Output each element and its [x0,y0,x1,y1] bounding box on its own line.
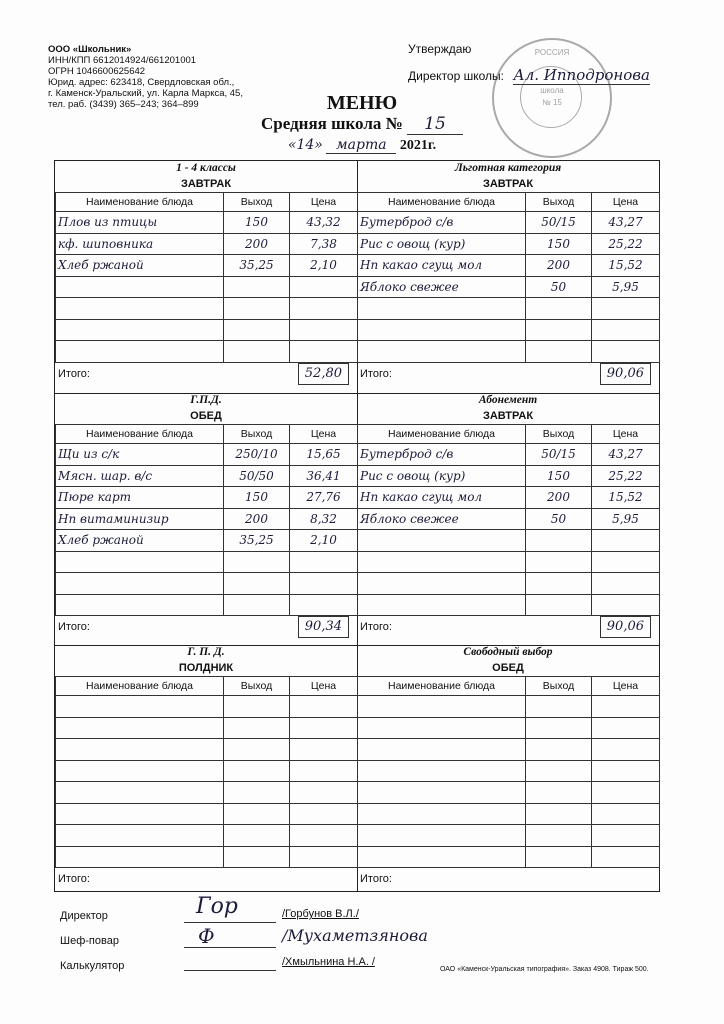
table-row [358,465,660,487]
dish-price: 7,38 [290,233,358,255]
dish-price: 25,22 [592,465,660,487]
dish-name: Нп какао сгущ мол [358,255,526,277]
col-output: Выход [526,193,592,212]
dish-price: 43,32 [290,212,358,234]
total-label: Итого: [360,367,392,380]
dish-price: 36,41 [290,465,358,487]
block-1-4-classes [55,161,357,385]
dish-output: 150 [224,487,290,509]
dish-name: Нп какао сгущ мол [358,487,526,509]
table-row [358,696,660,718]
table-row [56,846,358,868]
school-number: 15 [407,114,463,135]
col-price: Цена [592,677,660,696]
org-inn: ИНН/КПП 6612014924/661201001 [48,55,197,66]
table-row [358,212,660,234]
block-total [55,616,357,638]
dish-output: 50/15 [526,212,592,234]
block-category: Льготная категория [454,162,562,174]
dish-output: 50/15 [526,444,592,466]
block-total [55,868,357,890]
dish-price: 15,65 [290,444,358,466]
dish-price: 43,27 [592,212,660,234]
stamp-no-text: № 15 [542,98,562,107]
dish-name: Щи из с/к [56,444,224,466]
table-row [56,212,358,234]
dish-name: Яблоко свежее [358,276,526,298]
dish-output: 50 [526,276,592,298]
menu-table [357,424,660,616]
org-name: ООО «Школьник» [48,44,132,55]
dish-output: 150 [526,465,592,487]
dish-name: Хлеб ржаной [56,530,224,552]
block-total [55,363,357,385]
block-category: 1 - 4 классы [176,162,236,174]
page-title: МЕНЮ [326,92,398,114]
table-row [358,444,660,466]
calculator-label: Калькулятор [60,960,125,972]
menu-table [55,676,358,868]
approve-label: Утверждаю [408,42,472,56]
date-year: 2021г. [399,138,437,153]
chef-label: Шеф-повар [60,935,119,947]
table-row [358,739,660,761]
block-free-choice [357,645,659,890]
menu-table [357,192,660,363]
table-row [56,717,358,739]
dish-name: Рис с овощ (кур) [358,465,526,487]
table-row [358,298,660,320]
dish-output: 200 [526,255,592,277]
dish-name: кф. шиповника [56,233,224,255]
dish-name: Нп витаминизир [56,508,224,530]
table-row [56,782,358,804]
date-day: «14» [287,137,323,153]
col-name: Наименование блюда [56,677,224,696]
table-row [56,319,358,341]
table-row [358,233,660,255]
block-category: Г. П. Д. [187,646,225,658]
approval-block [408,42,650,90]
printer-footer: ОАО «Каменск-Уральская типография». Заказ 4908. Тираж 500. [440,966,649,973]
dish-output: 35,25 [224,530,290,552]
table-row [56,298,358,320]
table-row [56,551,358,573]
total-value: 52,80 [298,363,349,385]
table-row [358,760,660,782]
total-value: 90,06 [600,363,651,385]
col-name: Наименование блюда [56,425,224,444]
block-meal: ПОЛДНИК [178,662,234,674]
date-month: марта [326,137,396,154]
block-gpd-snack [55,645,357,890]
table-row [56,341,358,363]
total-label: Итого: [58,367,90,380]
dish-output: 150 [224,212,290,234]
table-row [358,255,660,277]
dish-output: 50/50 [224,465,290,487]
dish-output: 250/10 [224,444,290,466]
table-row [56,444,358,466]
dish-output: 200 [224,233,290,255]
dish-price: 15,52 [592,487,660,509]
table-row [56,760,358,782]
table-row [56,276,358,298]
block-meal: ЗАВТРАК [482,178,534,190]
table-row [56,530,358,552]
table-row [358,276,660,298]
table-row [358,341,660,363]
dish-name: Хлеб ржаной [56,255,224,277]
block-total [357,363,659,385]
col-output: Выход [224,193,290,212]
block-meal: ЗАВТРАК [180,178,232,190]
dish-output: 50 [526,508,592,530]
org-address-1: Юрид. адрес: 623418, Свердловская обл., [48,77,235,88]
table-row [56,594,358,616]
col-name: Наименование блюда [56,193,224,212]
chef-signature: Ф [198,924,215,948]
table-row [358,551,660,573]
table-row [358,508,660,530]
total-value: 90,06 [600,616,651,638]
dish-output: 200 [224,508,290,530]
dish-output: 200 [526,487,592,509]
col-price: Цена [290,677,358,696]
dish-price: 43,27 [592,444,660,466]
dish-name: Рис с овощ (кур) [358,233,526,255]
table-row [358,487,660,509]
total-label: Итого: [58,621,90,633]
total-value: 90,34 [298,616,349,638]
stamp-mid-text: школа [540,86,564,95]
block-category: Г.П.Д. [190,394,222,406]
block-category: Свободный выбор [463,646,553,658]
dish-price: 2,10 [290,530,358,552]
calculator-name: /Хмыльнина Н.А. / [282,956,375,968]
director-label: Директор [60,910,108,922]
table-row [56,508,358,530]
dish-name: Плов из птицы [56,212,224,234]
dish-price: 5,95 [592,508,660,530]
table-row [56,255,358,277]
chef-name: /Мухаметзянова [282,926,428,945]
block-total [357,616,659,638]
col-output: Выход [224,425,290,444]
table-row [56,233,358,255]
col-output: Выход [526,425,592,444]
block-meal: ОБЕД [492,662,524,674]
org-address-2: г. Каменск-Уральский, ул. Карла Маркса, 45, [48,88,243,99]
menu-table [55,424,358,616]
dish-name: Мясн. шар. в/с [56,465,224,487]
table-row [358,803,660,825]
director-name: /Горбунов В.Л./ [282,908,359,920]
director-school-label: Директор школы: [408,69,504,83]
block-gpd-lunch [55,393,357,638]
dish-price: 27,76 [290,487,358,509]
table-row [56,487,358,509]
total-label: Итого: [360,621,392,633]
table-row [56,803,358,825]
table-row [358,594,660,616]
table-row [358,573,660,595]
dish-name: Яблоко свежее [358,508,526,530]
col-price: Цена [592,193,660,212]
menu-grid [54,160,660,892]
dish-name: Пюре карт [56,487,224,509]
table-row [56,696,358,718]
block-category: Абонемент [478,394,538,406]
menu-table [357,676,660,868]
school-label: Средняя школа № [261,114,403,133]
block-total [357,868,659,890]
table-row [56,825,358,847]
table-row [358,825,660,847]
org-phone: тел. раб. (3439) 365–243; 364–899 [48,99,199,110]
table-row [358,846,660,868]
table-row [56,465,358,487]
school-line [0,114,724,135]
table-row [358,319,660,341]
stamp-top-text: РОССИЯ [534,48,570,57]
date-line [0,137,724,154]
block-privileged [357,161,659,385]
table-row [358,717,660,739]
dish-name: Бутерброд с/в [358,444,526,466]
table-row [56,573,358,595]
dish-price: 5,95 [592,276,660,298]
director-signature: Гор [196,894,238,919]
total-label: Итого: [58,873,90,885]
approve-signature: Ал. Ипподронова [513,66,650,84]
dish-price: 25,22 [592,233,660,255]
block-subscription [357,393,659,638]
col-name: Наименование блюда [358,193,526,212]
dish-price: 15,52 [592,255,660,277]
col-price: Цена [290,425,358,444]
dish-price: 8,32 [290,508,358,530]
block-meal: ОБЕД [190,410,222,422]
col-price: Цена [592,425,660,444]
org-ogrn: ОГРН 1046600625642 [48,66,146,77]
table-row [358,530,660,552]
col-price: Цена [290,193,358,212]
dish-output: 35,25 [224,255,290,277]
table-row [56,739,358,761]
dish-output: 150 [526,233,592,255]
total-label: Итого: [360,873,392,885]
col-name: Наименование блюда [358,425,526,444]
menu-table [55,192,358,363]
col-output: Выход [526,677,592,696]
col-name: Наименование блюда [358,677,526,696]
table-row [358,782,660,804]
block-meal: ЗАВТРАК [482,410,534,422]
col-output: Выход [224,677,290,696]
dish-name: Бутерброд с/в [358,212,526,234]
dish-price: 2,10 [290,255,358,277]
